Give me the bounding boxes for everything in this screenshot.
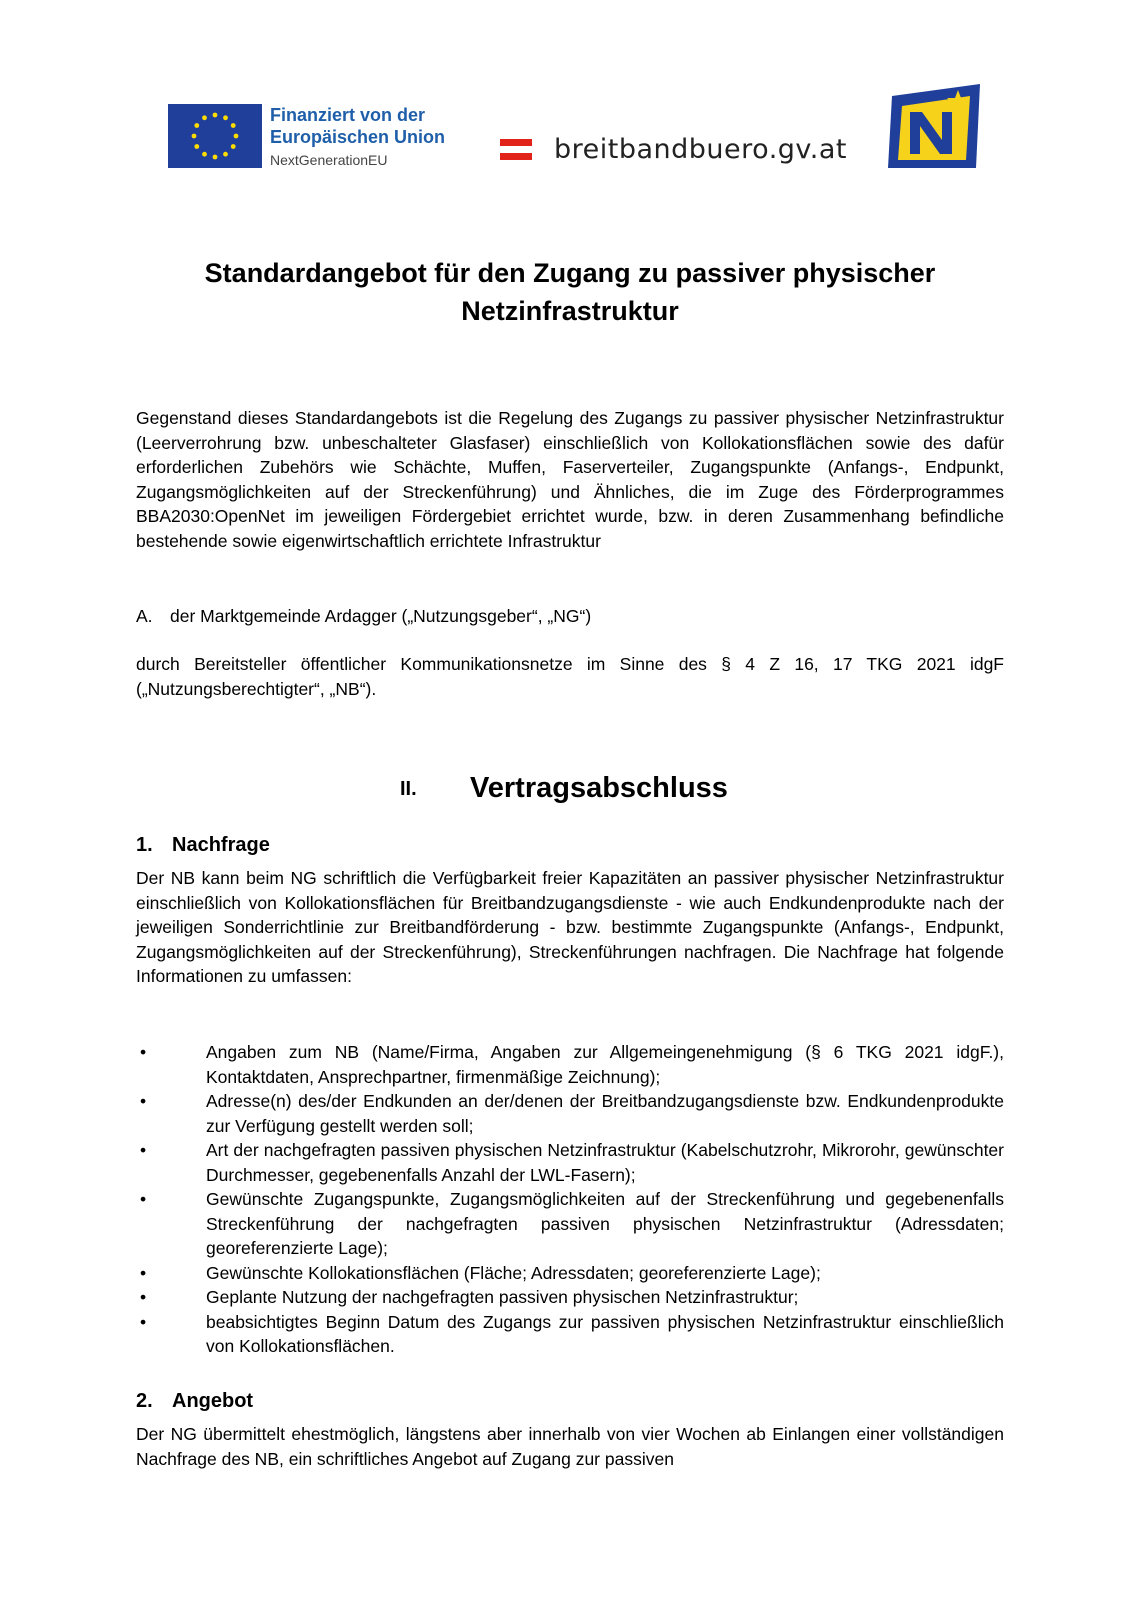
bullet-icon: • <box>140 1140 147 1160</box>
subheading-angebot <box>136 1390 253 1413</box>
list-item <box>136 1089 1004 1138</box>
party-text: der Marktgemeinde Ardagger („Nutzungsgeber“, „NG“) <box>170 606 592 626</box>
eu-flag-icon <box>168 104 262 168</box>
breitbandbuero-logo-text: breitbandbuero.gv.at <box>554 134 848 165</box>
party-paragraph <box>136 604 1004 629</box>
title-line-1: Standardangebot für den Zugang zu passiver physischer <box>204 258 936 288</box>
eu-star-icon <box>231 123 236 128</box>
list-item-text: Adresse(n) des/der Endkunden an der/denen der Breitbandzugangsdienste bzw. Endkundenprodukte zur Verfügung gestellt werden soll; <box>206 1091 1004 1136</box>
austria-flag-icon <box>500 139 532 161</box>
bullet-icon: • <box>140 1262 147 1283</box>
eu-star-icon <box>213 113 218 118</box>
bullet-icon: • <box>140 1287 147 1307</box>
nachfrage-bullet-list <box>136 1040 1004 1359</box>
subheading-title: Angebot <box>172 1390 254 1412</box>
eu-star-icon <box>192 134 197 139</box>
document-title <box>136 254 1004 330</box>
eu-logo-line1: Finanziert von der <box>270 105 426 125</box>
list-item <box>136 1285 1004 1310</box>
eu-funding-logo <box>168 104 445 172</box>
eu-star-icon <box>194 123 199 128</box>
list-item <box>136 1261 1004 1286</box>
nutzungsberechtigter-paragraph: durch Bereitsteller öffentlicher Kommunikationsnetze im Sinne des § 4 Z 16, 17 TKG 2021 idgF („Nutzungsberechtigter“, „NB“). <box>136 654 1004 699</box>
list-item <box>136 1310 1004 1359</box>
eu-logo-line2: Europäischen Union <box>270 127 446 147</box>
eu-star-icon <box>213 155 218 160</box>
list-item-text: Gewünschte Zugangspunkte, Zugangsmöglichkeiten auf der Streckenführung und gegebenenfalls Streckenführung der nachgefragten passiven physischen Netzinfrastruktur (Adressdaten; georeferenzierte Lage); <box>206 1189 1004 1258</box>
eu-star-icon <box>231 144 236 149</box>
nachfrage-paragraph: Der NB kann beim NG schriftlich die Verfügbarkeit freier Kapazitäten an passiver physischer Netzinfrastruktur einschließlich von Kollokationsflächen für Breitbandzugangsdienste - wie auch Endkundenprodukte nach der jeweiligen Sonderrichtlinie zur Breitbandförderung - bzw. bestimmte Zugangspunkte (Anfangs-, Endpunkt, Zugangsmöglichkeiten auf der Streckenführung), Streckenführungen nachfragen. Die Nachfrage hat folgende Informationen zu umfassen: <box>136 868 1004 986</box>
list-item <box>136 1040 1004 1089</box>
list-item-text: Gewünschte Kollokationsflächen (Fläche; Adressdaten; georeferenzierte Lage); <box>206 1262 821 1283</box>
intro-paragraph: Gegenstand dieses Standardangebots ist die Regelung des Zugangs zu passiver physischer Netzinfrastruktur (Leerverrohrung bzw. unbeschalteter Glasfaser) einschließlich von Kollokationsflächen sowie des dafür erforderlichen Zubehörs wie Schächte, Muffen, Faserverteiler, Zugangspunkte (Anfangs-, Endpunkt, Zugangsmöglichkeiten auf der Streckenführung) und Ähnliches, die im Zuge des Förderprogrammes BBA2030:OpenNet im jeweiligen Fördergebiet errichtet wurde, bzw. in deren Zusammenhang befindliche bestehende sowie eigenwirtschaftlich errichtete Infrastruktur <box>136 408 1004 551</box>
subheading-number: 1. <box>136 834 153 856</box>
title-line-2: Netzinfrastruktur <box>461 296 679 326</box>
eu-star-icon <box>202 115 207 120</box>
niederoesterreich-logo-icon <box>886 84 980 168</box>
subheading-title: Nachfrage <box>172 834 270 856</box>
bullet-icon: • <box>140 1311 147 1332</box>
eu-logo-line3: NextGenerationEU <box>270 152 388 168</box>
subheading-number: 2. <box>136 1390 153 1412</box>
eu-star-icon <box>194 144 199 149</box>
eu-star-icon <box>234 134 239 139</box>
section-heading <box>0 772 1140 812</box>
breitbandbuero-logo <box>500 134 847 165</box>
eu-star-icon <box>223 152 228 157</box>
eu-star-icon <box>202 152 207 157</box>
list-item-text: Angaben zum NB (Name/Firma, Angaben zur Allgemeingenehmigung (§ 6 TKG 2021 idgF.), Kontaktdaten, Ansprechpartner, firmenmäßige Zeichnung); <box>206 1042 1004 1087</box>
list-item <box>136 1187 1004 1261</box>
eu-star-icon <box>223 115 228 120</box>
subheading-nachfrage <box>136 834 270 857</box>
bullet-icon: • <box>140 1042 147 1062</box>
list-item <box>136 1138 1004 1187</box>
section-title: Vertragsabschluss <box>470 772 728 804</box>
section-number: II. <box>400 778 417 800</box>
list-item-text: Art der nachgefragten passiven physischen Netzinfrastruktur (Kabelschutzrohr, Mikrorohr, gewünschter Durchmesser, gegebenenfalls Anzahl der LWL-Fasern); <box>206 1140 1004 1185</box>
list-item-text: Geplante Nutzung der nachgefragten passiven physischen Netzinfrastruktur; <box>206 1287 799 1307</box>
bullet-icon: • <box>140 1189 147 1209</box>
angebot-paragraph: Der NG übermittelt ehestmöglich, längstens aber innerhalb von vier Wochen ab Einlangen einer vollständigen Nachfrage des NB, ein schriftliches Angebot auf Zugang zur passiven <box>136 1424 1004 1469</box>
party-label: A. <box>136 606 153 626</box>
eu-logo-text <box>270 104 445 172</box>
bullet-icon: • <box>140 1091 147 1111</box>
list-item-text: beabsichtigtes Beginn Datum des Zugangs zur passiven physischen Netzinfrastruktur einschließlich von Kollokationsflächen. <box>206 1311 1004 1356</box>
